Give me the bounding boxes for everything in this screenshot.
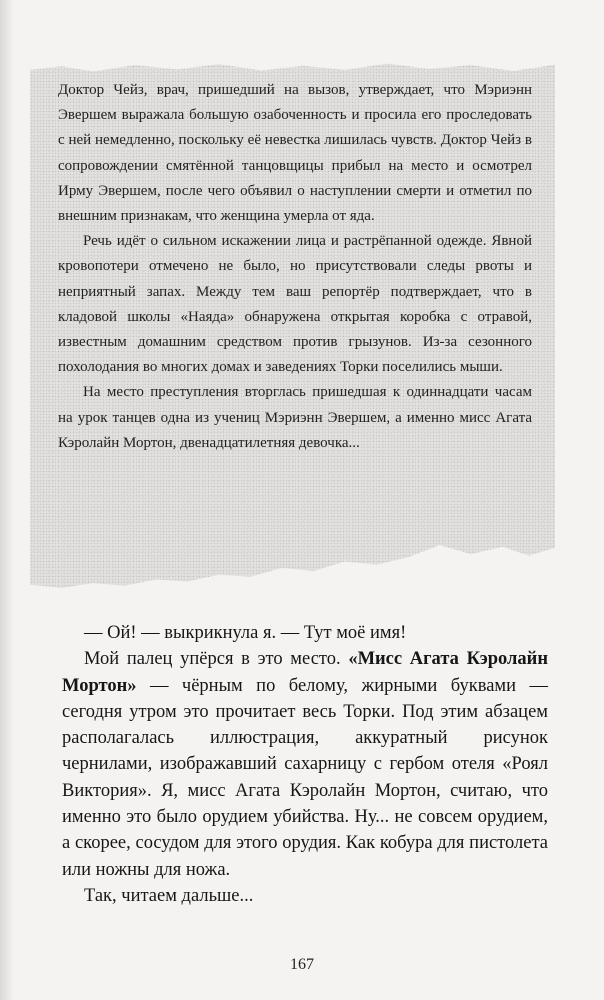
bold-name-quote: «Мисс Агата Кэролайн Мортон» bbox=[62, 649, 548, 696]
body-text bbox=[62, 620, 548, 909]
dialogue-paragraph: — Ой! — выкрикнула я. — Тут моё имя! bbox=[84, 623, 407, 643]
narrative-text-start: Мой палец упёрся в это место. bbox=[84, 649, 349, 670]
newspaper-clipping-text bbox=[58, 78, 532, 456]
clipping-paragraph: На место преступления вторглась пришедшая к одиннадцати часам на урок танцев одна из учениц Мэриэнн Эвершем, а именно мисс Агата Кэролайн Мортон, двенадцатилетняя девочка... bbox=[58, 384, 532, 451]
clipping-paragraph: Речь идёт о сильном искажении лица и растрёпанной одежде. Явной кровопотери отмечено не было, но присутствовали следы рвоты и неприятный запах. Между тем ваш репортёр подтверждает, что в кладовой школы «Наяда» обнаружена открытая коробка с отравой, известным домашним средством против грызунов. Из-за сезонного похолодания во многих домах и заведениях Торки поселились мыши. bbox=[58, 233, 532, 376]
narrative-paragraph bbox=[62, 646, 548, 883]
page-number: 167 bbox=[290, 956, 314, 973]
narrative-paragraph: Так, читаем дальше... bbox=[84, 885, 254, 906]
page-gutter-shadow bbox=[0, 0, 14, 1000]
narrative-text-rest: — чёрным по белому, жирными буквами — сегодня утром это прочитает весь Торки. Под этим абзацем располагалась иллюстрация, аккуратный рисунок чернилами, изображавший сахарницу с гербом отеля «Роял Виктория». Я, мисс Агата Кэролайн Мортон, считаю, что именно это было орудием убийства. Ну... не совсем орудием, а скорее, сосудом для этого орудия. Как кобура для пистолета или ножны для ножа. bbox=[62, 675, 548, 880]
clipping-paragraph: Доктор Чейз, врач, пришедший на вызов, утверждает, что Мэриэнн Эвершем выражала большую озабоченность и просила его проследовать с ней немедленно, поскольку её невестка лишилась чувств. Доктор Чейз в сопровождении смятённой танцовщицы прибыл на место и осмотрел Ирму Эвершем, после чего объявил о наступлении смерти и отметил по внешним признакам, что женщина умерла от яда. bbox=[58, 82, 532, 225]
